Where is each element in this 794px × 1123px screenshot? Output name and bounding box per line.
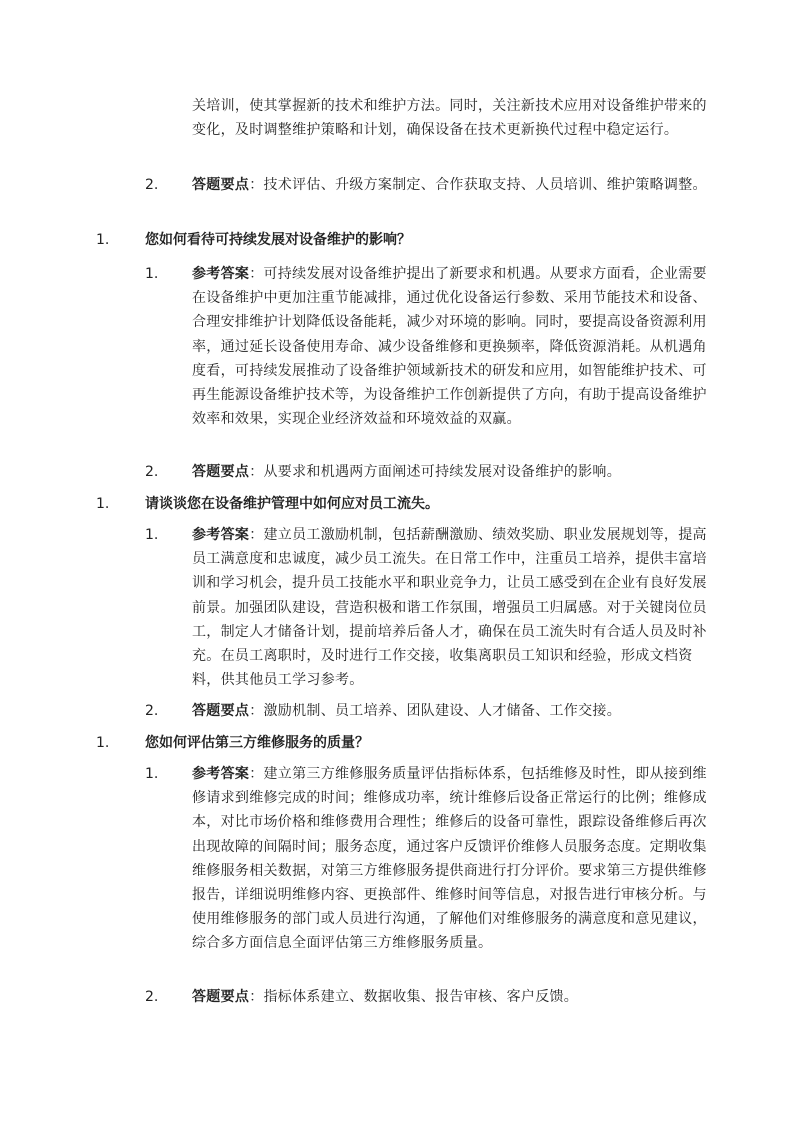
point-label: 答题要点	[192, 989, 250, 1005]
point-label: 答题要点	[192, 177, 250, 193]
answer-label: 参考答案	[192, 527, 250, 543]
answer-text: ：建立第三方维修服务质量评估指标体系，包括维修及时性，即从接到维修请求到维修完成的时间；维修成功率，统计维修后设备正常运行的比例；维修成本，对比市场价格和维修费用合理性；维修后的设备可靠性，跟踪设备维修后再次出现故障的间隔时间；服务态度，通过客户反馈评价维修人员服务态度。定期收集维修服务相关数据，对第三方维修服务提供商进行打分评价。要求第三方提供维修报告，详细说明维修内容、更换部件、维修时间等信息，对报告进行审核分析。与使用维修服务的部门或人员进行沟通，了解他们对维修服务的满意度和意见建议，综合多方面信息全面评估第三方维修服务质量。	[192, 766, 707, 952]
answer-text: ：可持续发展对设备维护提出了新要求和机遇。从要求方面看，企业需要在设备维护中更加注重节能减排，通过优化设备运行参数、采用节能技术和设备、合理安排维护计划降低设备能耗，减少对环境的影响。同时，要提高设备资源利用率，通过延长设备使用寿命、减少设备维修和更换频率，降低资源消耗。从机遇角度看，可持续发展推动了设备维护领域新技术的研发和应用，如智能维护技术、可再生能源设备维护技术等，为设备维护工作创新提供了方向，有助于提高设备维护效率和效果，实现企业经济效益和环境效益的双赢。	[192, 266, 707, 428]
answer-label: 参考答案	[192, 766, 250, 782]
point-label: 答题要点	[192, 703, 250, 719]
question-title: 您如何看待可持续发展对设备维护的影响？	[145, 232, 411, 248]
point-number: 2.	[145, 703, 159, 719]
point-text: ：指标体系建立、数据收集、报告审核、客户反馈。	[249, 989, 579, 1005]
prev-point-number: 2.	[145, 177, 159, 193]
point-number: 2.	[145, 989, 159, 1005]
point-text: ：技术评估、升级方案制定、合作获取支持、人员培训、维护策略调整。	[249, 177, 707, 193]
reference-answer	[192, 762, 707, 956]
prev-answer-continuation: 关培训，使其掌握新的技术和维护方法。同时，关注新技术应用对设备维护带来的变化，及时调整维护策略和计划，确保设备在技术更新换代过程中稳定运行。	[192, 98, 707, 139]
reference-answer	[192, 262, 707, 431]
question-number: 1.	[96, 232, 110, 248]
reference-answer	[192, 523, 707, 692]
question-number: 1.	[96, 496, 110, 512]
point-text: ：激励机制、员工培养、团队建设、人才储备、工作交接。	[249, 703, 622, 719]
question-title: 您如何评估第三方维修服务的质量？	[145, 735, 369, 751]
prev-point	[192, 173, 707, 197]
key-points	[192, 699, 707, 723]
answer-label: 参考答案	[192, 266, 250, 282]
answer-number: 1.	[145, 766, 159, 782]
key-points	[192, 985, 707, 1009]
answer-number: 1.	[145, 527, 159, 543]
point-text: ：从要求和机遇两方面阐述可持续发展对设备维护的影响。	[249, 464, 622, 480]
answer-number: 1.	[145, 266, 159, 282]
answer-text: ：建立员工激励机制，包括薪酬激励、绩效奖励、职业发展规划等，提高员工满意度和忠诚度，减少员工流失。在日常工作中，注重员工培养，提供丰富培训和学习机会，提升员工技能水平和职业竞争力，让员工感受到在企业有良好发展前景。加强团队建设，营造积极和谐工作氛围，增强员工归属感。对于关键岗位员工，制定人才储备计划，提前培养后备人才，确保在员工流失时有合适人员及时补充。在员工离职时，及时进行工作交接，收集离职员工知识和经验，形成文档资料，供其他员工学习参考。	[192, 527, 707, 689]
point-label: 答题要点	[192, 464, 250, 480]
point-number: 2.	[145, 464, 159, 480]
question-number: 1.	[96, 735, 110, 751]
key-points	[192, 460, 707, 484]
question-title: 请谈谈您在设备维护管理中如何应对员工流失。	[145, 496, 439, 512]
